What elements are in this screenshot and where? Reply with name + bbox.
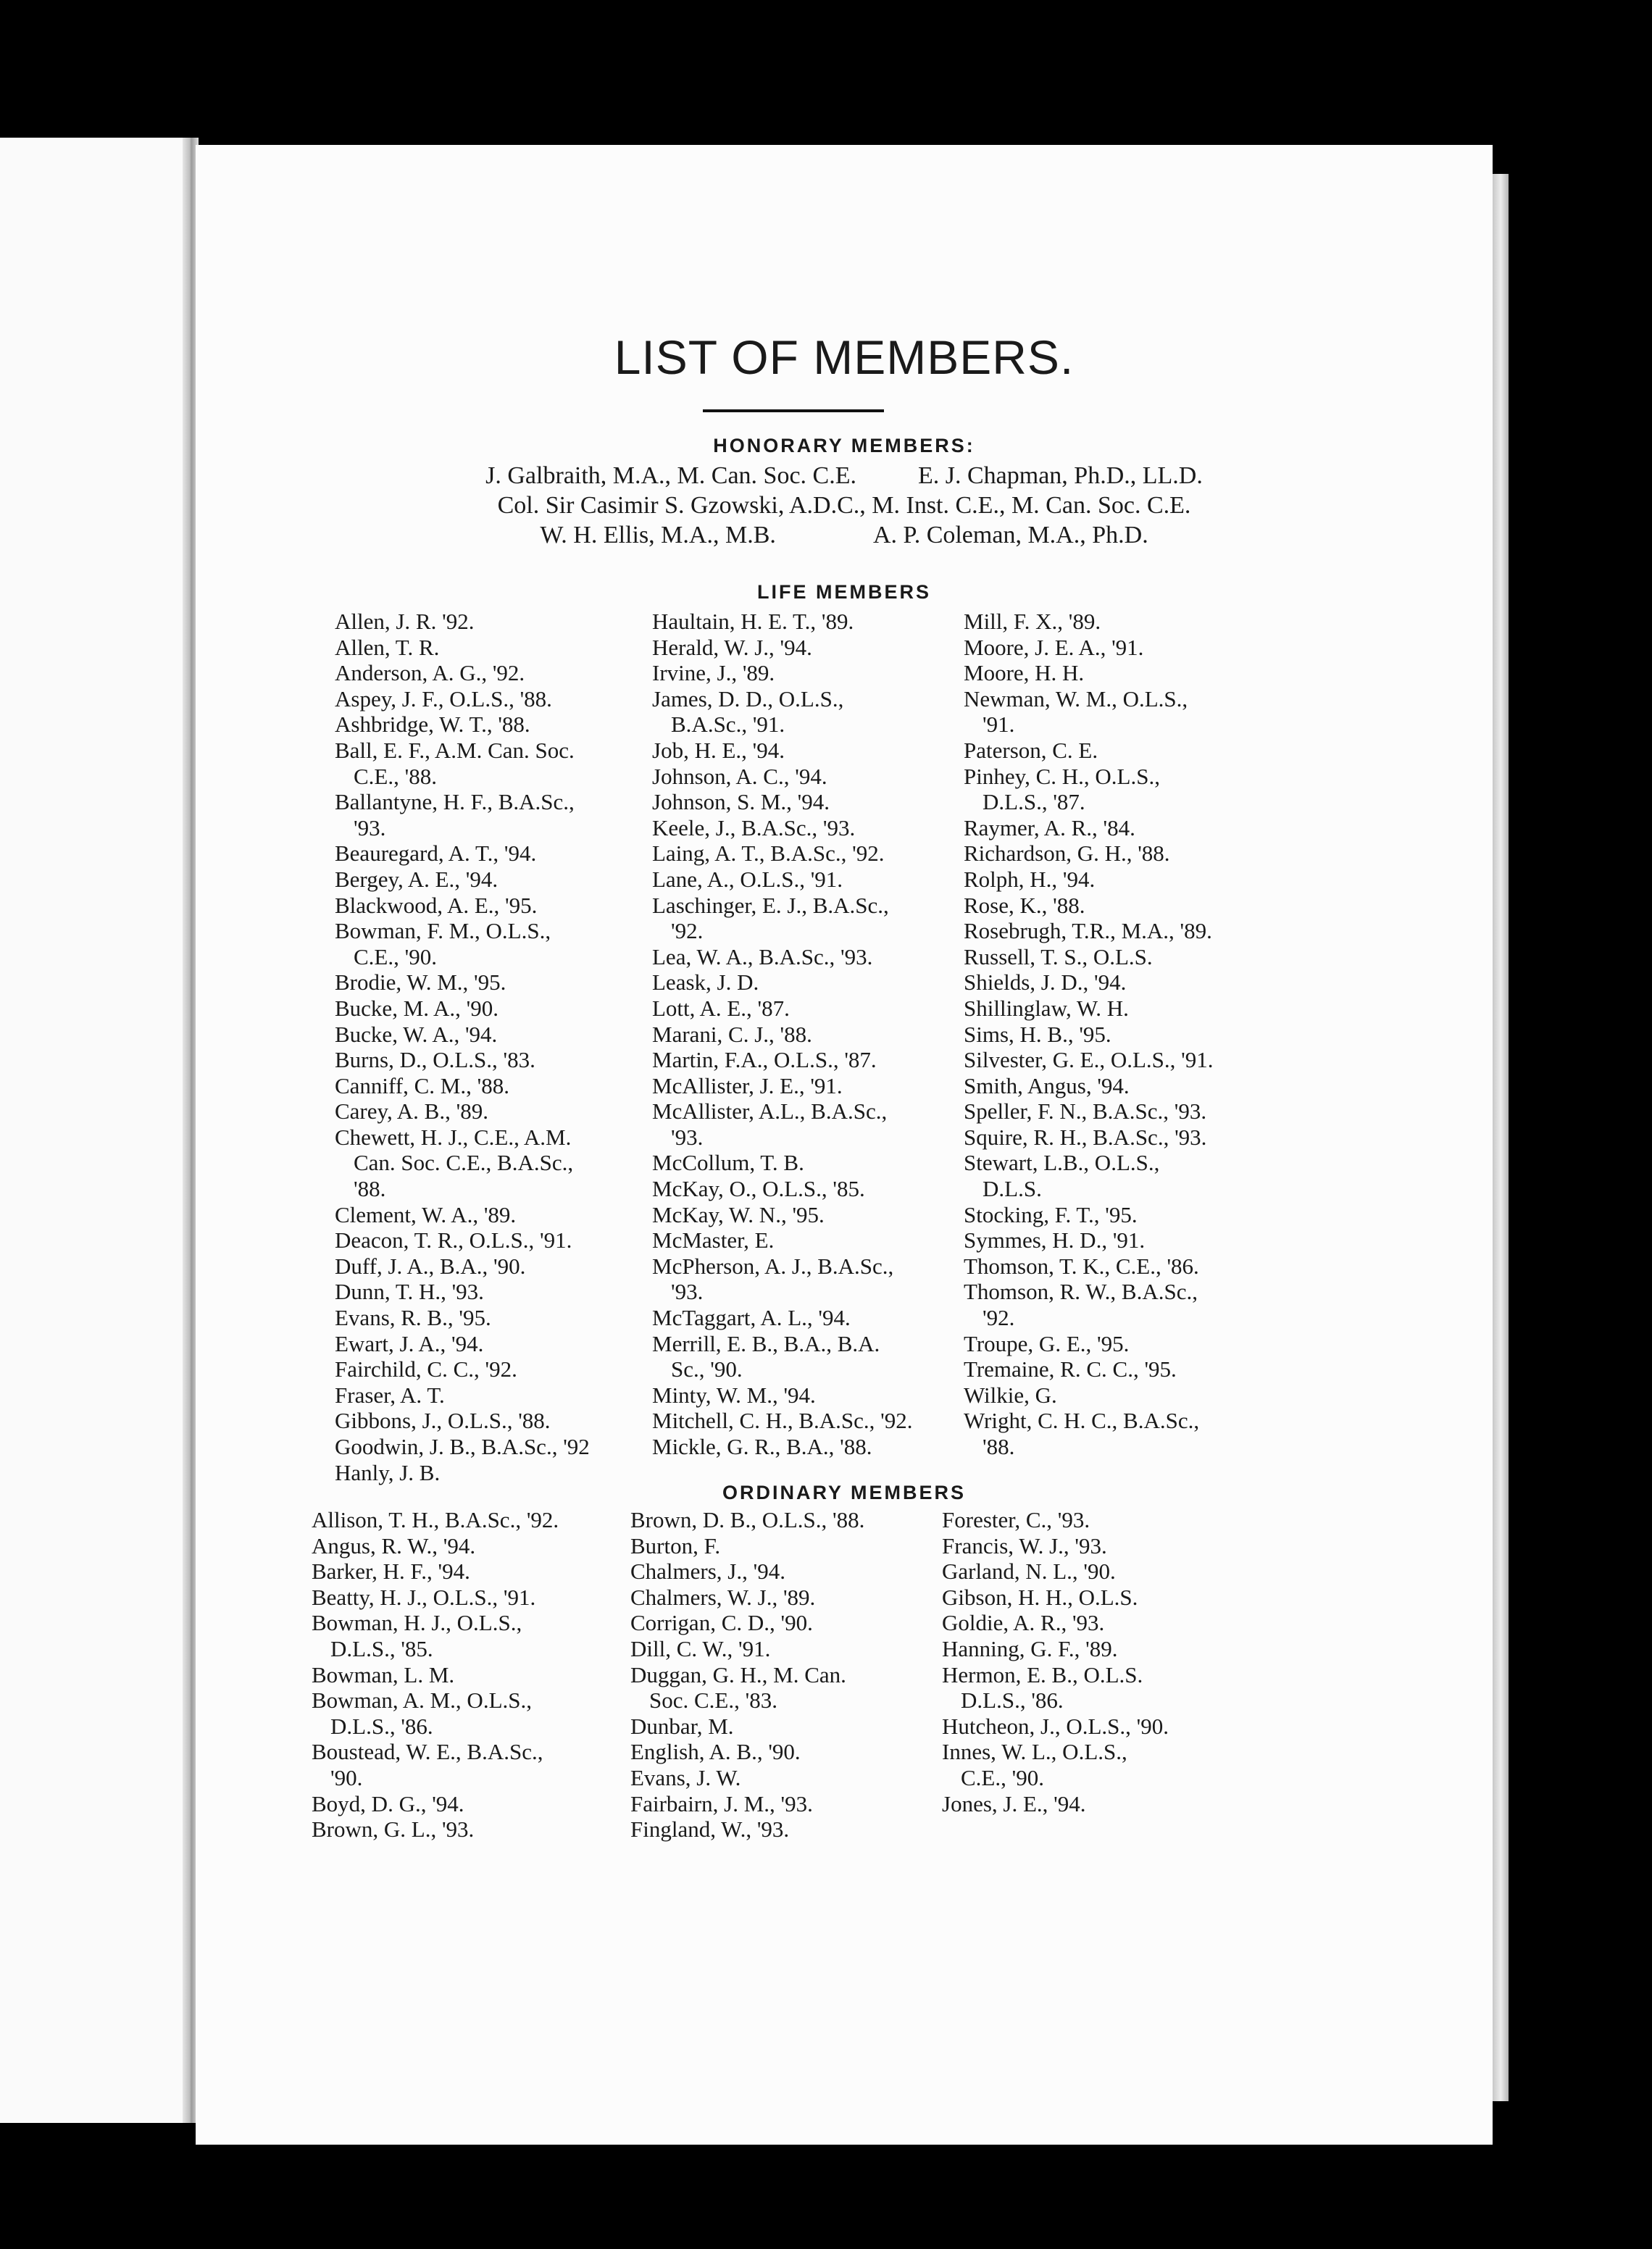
member-entry: Carey, A. B., '89. [335,1098,488,1124]
ordinary-heading: ORDINARY MEMBERS [722,1482,967,1503]
member-entry: Rolph, H., '94. [964,866,1096,892]
honorary-line: J. Galbraith, M.A., M. Can. Soc. C.E. E. J. Chapman, Ph.D., LL.D. [485,462,1203,489]
member-entry: Raymer, A. R., '84. [964,814,1135,840]
member-entry: Bergey, A. E., '94. [335,866,498,892]
member-entry: Rosebrugh, T.R., M.A., '89. [964,918,1212,944]
member-entry: Chalmers, J., '94. [630,1559,785,1585]
member-entry: Smith, Angus, '94. [964,1072,1130,1098]
member-entry: Brown, D. B., O.L.S., '88. [630,1507,865,1532]
member-entry: Fairchild, C. C., '92. [335,1356,517,1382]
member-entry: Gibbons, J., O.L.S., '88. [335,1408,551,1434]
member-entry: Forester, C., '93. [942,1507,1090,1532]
member-entry: Canniff, C. M., '88. [335,1072,509,1098]
member-entry: Burns, D., O.L.S., '83. [335,1047,535,1073]
member-entry: McCollum, T. B. [652,1150,804,1176]
member-entry: Angus, R. W., '94. [312,1532,476,1559]
member-entry: C.E., '88. [354,763,437,789]
member-entry: Hanning, G. F., '89. [942,1635,1118,1661]
member-entry: Pinhey, C. H., O.L.S., [964,763,1160,789]
member-entry: Ball, E. F., A.M. Can. Soc. [335,737,575,763]
member-entry: Tremaine, R. C. C., '95. [964,1356,1177,1382]
member-entry: Hutcheon, J., O.L.S., '90. [942,1713,1169,1739]
member-entry: Garland, N. L., '90. [942,1559,1116,1585]
member-entry: Shillinglaw, W. H. [964,995,1129,1021]
life-column-1 [335,609,590,1485]
member-entry: Burton, F. [630,1532,721,1559]
member-entry: McAllister, A.L., B.A.Sc., [652,1098,888,1124]
member-entry: Anderson, A. G., '92. [335,660,525,686]
member-entry: Stewart, L.B., O.L.S., [964,1150,1160,1176]
member-entry: Dunbar, M. [630,1713,734,1739]
member-entry: Brodie, W. M., '95. [335,969,506,996]
honorary-line: Col. Sir Casimir S. Gzowski, A.D.C., M. Inst. C.E., M. Can. Soc. C.E. [497,492,1191,519]
life-heading: LIFE MEMBERS [756,581,931,603]
member-entry: Marani, C. J., '88. [652,1021,812,1047]
member-entry: Duggan, G. H., M. Can. [630,1661,846,1687]
left-page [0,138,192,2123]
member-entry: Newman, W. M., O.L.S., [964,685,1188,712]
member-entry: Evans, R. B., '95. [335,1305,491,1331]
member-entry: Corrigan, C. D., '90. [630,1610,813,1636]
member-entry: '93. [354,814,386,840]
member-entry: Bucke, M. A., '90. [335,995,499,1021]
member-entry: Dill, C. W., '91. [630,1635,771,1661]
title-rule [703,409,884,412]
member-entry: McPherson, A. J., B.A.Sc., [652,1253,894,1279]
member-entry: Soc. C.E., '83. [649,1687,777,1714]
member-entry: James, D. D., O.L.S., [652,685,844,712]
member-entry: Wright, C. H. C., B.A.Sc., [964,1408,1200,1434]
member-entry: Haultain, H. E. T., '89. [652,609,854,634]
member-entry: '91. [983,712,1015,738]
member-entry: '90. [330,1764,363,1790]
member-entry: Blackwood, A. E., '95. [335,892,538,918]
member-entry: D.L.S., '87. [983,789,1085,815]
member-entry: Troupe, G. E., '95. [964,1330,1130,1356]
member-entry: Clement, W. A., '89. [335,1201,517,1227]
member-entry: Sims, H. B., '95. [964,1021,1111,1047]
ordinary-column-1 [312,1507,559,1843]
member-entry: Fairbairn, J. M., '93. [630,1790,813,1816]
member-entry: Speller, F. N., B.A.Sc., '93. [964,1098,1207,1124]
member-entry: Richardson, G. H., '88. [964,840,1170,867]
honorary-heading: HONORARY MEMBERS: [713,435,975,456]
member-entry: Johnson, S. M., '94. [652,789,830,815]
member-entry: Mickle, G. R., B.A., '88. [652,1434,872,1459]
member-entry: Allen, J. R. '92. [335,609,475,634]
member-entry: D.L.S. [983,1176,1042,1202]
member-entry: Boyd, D. G., '94. [312,1790,464,1816]
member-entry: Russell, T. S., O.L.S. [964,943,1153,969]
page-title: LIST OF MEMBERS. [614,330,1075,384]
member-entry: Martin, F.A., O.L.S., '87. [652,1047,877,1073]
member-entry: English, A. B., '90. [630,1739,801,1765]
member-entry: Lott, A. E., '87. [652,995,790,1021]
member-entry: McTaggart, A. L., '94. [652,1305,851,1331]
member-entry: Stocking, F. T., '95. [964,1201,1138,1227]
member-entry: Duff, J. A., B.A., '90. [335,1253,526,1279]
member-entry: Minty, W. M., '94. [652,1382,816,1408]
ordinary-column-3 [942,1507,1169,1816]
member-entry: Barker, H. F., '94. [312,1559,470,1585]
page-edge [1493,174,1509,2101]
member-entry: Johnson, A. C., '94. [652,763,827,789]
member-entry: '88. [983,1434,1015,1459]
member-entry: Jones, J. E., '94. [942,1790,1086,1816]
member-entry: Allen, T. R. [335,634,440,660]
life-column-2 [652,609,913,1460]
member-entry: Dunn, T. H., '93. [335,1279,484,1305]
member-entry: D.L.S., '86. [961,1687,1064,1714]
member-entry: Wilkie, G. [964,1382,1057,1408]
member-entry: Laing, A. T., B.A.Sc., '92. [652,840,885,867]
member-entry: Gibson, H. H., O.L.S. [942,1584,1138,1610]
member-entry: B.A.Sc., '91. [671,712,785,738]
member-entry: Aspey, J. F., O.L.S., '88. [335,685,552,712]
member-entry: '93. [671,1279,704,1305]
member-entry: Paterson, C. E. [964,737,1098,763]
member-entry: Beauregard, A. T., '94. [335,840,537,867]
member-entry: McKay, O., O.L.S., '85. [652,1176,865,1202]
member-entry: Irvine, J., '89. [652,660,775,686]
member-entry: Bowman, H. J., O.L.S., [312,1610,522,1636]
member-entry: Merrill, E. B., B.A., B.A. [652,1330,880,1356]
member-entry: '88. [354,1176,386,1202]
member-entry: Silvester, G. E., O.L.S., '91. [964,1047,1214,1073]
member-entry: Brown, G. L., '93. [312,1816,475,1843]
member-entry: Moore, H. H. [964,660,1085,686]
page [196,145,1493,2145]
member-entry: Keele, J., B.A.Sc., '93. [652,814,856,840]
member-entry: Can. Soc. C.E., B.A.Sc., [354,1150,574,1176]
member-entry: Chewett, H. J., C.E., A.M. [335,1124,572,1150]
member-entry: Fraser, A. T. [335,1382,445,1408]
member-entry: Allison, T. H., B.A.Sc., '92. [312,1507,559,1532]
member-entry: Bowman, F. M., O.L.S., [335,918,551,944]
member-entry: Chalmers, W. J., '89. [630,1584,816,1610]
member-entry: Rose, K., '88. [964,892,1085,918]
member-entry: Thomson, R. W., B.A.Sc., [964,1279,1198,1305]
member-entry: Boustead, W. E., B.A.Sc., [312,1739,543,1765]
member-entry: C.E., '90. [961,1764,1044,1790]
member-entry: '92. [671,918,704,944]
member-entry: Mill, F. X., '89. [964,609,1101,634]
member-entry: Goldie, A. R., '93. [942,1610,1105,1636]
member-entry: Bowman, L. M. [312,1661,455,1687]
member-entry: McAllister, J. E., '91. [652,1072,843,1098]
member-entry: Leask, J. D. [652,969,759,996]
member-entry: Mitchell, C. H., B.A.Sc., '92. [652,1408,913,1434]
member-entry: Ewart, J. A., '94. [335,1330,484,1356]
member-entry: Squire, R. H., B.A.Sc., '93. [964,1124,1207,1150]
member-entry: D.L.S., '86. [330,1713,433,1739]
member-entry: Ballantyne, H. F., B.A.Sc., [335,789,575,815]
member-entry: Innes, W. L., O.L.S., [942,1739,1127,1765]
member-entry: Herald, W. J., '94. [652,634,812,660]
member-entry: McKay, W. N., '95. [652,1201,825,1227]
member-entry: Goodwin, J. B., B.A.Sc., '92 [335,1434,590,1459]
member-entry: Ashbridge, W. T., '88. [335,712,530,738]
member-entry: Symmes, H. D., '91. [964,1227,1146,1253]
member-entry: Job, H. E., '94. [652,737,785,763]
life-column-3 [964,609,1213,1460]
ordinary-column-2 [630,1507,864,1843]
member-entry: Fingland, W., '93. [630,1816,790,1843]
member-entry: Evans, J. W. [630,1764,741,1790]
member-entry: Bowman, A. M., O.L.S., [312,1687,532,1714]
member-entry: Laschinger, E. J., B.A.Sc., [652,892,889,918]
member-entry: Beatty, H. J., O.L.S., '91. [312,1584,536,1610]
member-entry: Lane, A., O.L.S., '91. [652,866,843,892]
member-entry: Shields, J. D., '94. [964,969,1127,996]
member-entry: Francis, W. J., '93. [942,1532,1107,1559]
member-entry: '92. [983,1305,1015,1331]
member-entry: Sc., '90. [671,1356,743,1382]
member-entry: D.L.S., '85. [330,1635,433,1661]
member-entry: Deacon, T. R., O.L.S., '91. [335,1227,572,1253]
member-entry: '93. [671,1124,704,1150]
member-entry: Hanly, J. B. [335,1459,441,1485]
member-entry: Lea, W. A., B.A.Sc., '93. [652,943,873,969]
member-entry: Bucke, W. A., '94. [335,1021,498,1047]
honorary-line: W. H. Ellis, M.A., M.B. A. P. Coleman, M.A., Ph.D. [540,522,1148,548]
member-entry: Moore, J. E. A., '91. [964,634,1144,660]
member-entry: McMaster, E. [652,1227,775,1253]
member-entry: C.E., '90. [354,943,437,969]
member-entry: Hermon, E. B., O.L.S. [942,1661,1143,1687]
member-entry: Thomson, T. K., C.E., '86. [964,1253,1199,1279]
